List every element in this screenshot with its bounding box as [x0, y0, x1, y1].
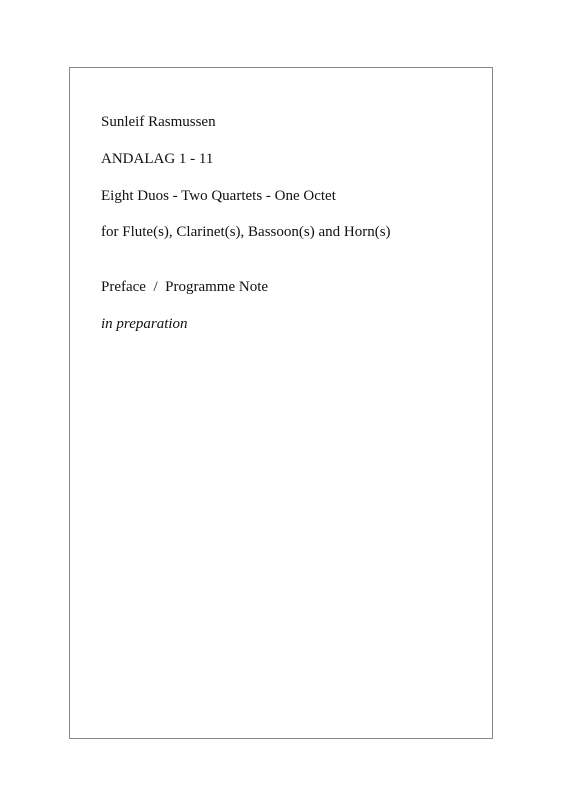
composer-name: Sunleif Rasmussen [101, 114, 216, 130]
work-subtitle: Eight Duos - Two Quartets - One Octet [101, 188, 336, 204]
work-title: ANDALAG 1 - 11 [101, 151, 214, 167]
document-page [69, 67, 493, 739]
instrumentation-line: for Flute(s), Clarinet(s), Bassoon(s) and Horn(s) [101, 224, 391, 240]
preface-heading: Preface / Programme Note [101, 279, 269, 295]
preparation-status: in preparation [101, 316, 188, 332]
